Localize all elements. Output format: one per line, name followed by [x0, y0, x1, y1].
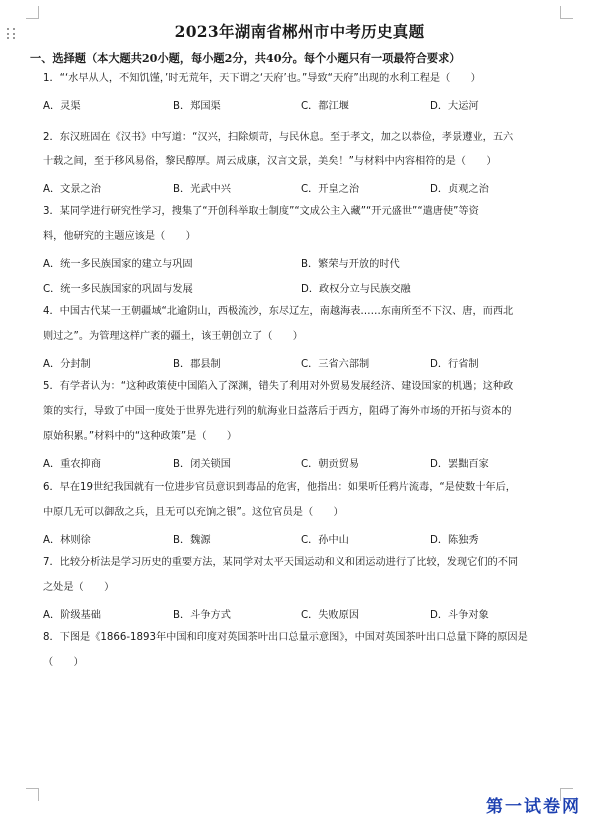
page-corner-mark-top-right	[560, 6, 573, 19]
question-2-option-c[interactable]: C．开皇之治	[301, 184, 360, 195]
question-6-line-2: 中原几无可以御敌之兵，且无可以充饷之银”。这位官员是（ ）	[43, 507, 344, 518]
question-8-line-1: 8．下图是《1866-1893年中国和印度对英国茶叶出口总量示意图》，中国对英国茶叶出口总量下降的原因是	[43, 632, 528, 643]
question-3-option-b[interactable]: B．繁荣与开放的时代	[301, 259, 400, 270]
question-2-option-a[interactable]: A．文景之治	[43, 184, 101, 195]
question-4-option-b[interactable]: B．郡县制	[173, 359, 221, 370]
question-3-options-row-1	[43, 255, 563, 269]
question-3-option-a[interactable]: A．统一多民族国家的建立与巩固	[43, 259, 193, 270]
question-1-option-c[interactable]: C．都江堰	[301, 101, 349, 112]
question-6-option-b[interactable]: B．魏源	[173, 535, 211, 546]
site-watermark: 第一试卷网	[486, 797, 581, 817]
question-3-option-c[interactable]: C．统一多民族国家的巩固与发展	[43, 284, 193, 295]
question-1-option-b[interactable]: B．郑国渠	[173, 101, 221, 112]
question-3-option-d[interactable]: D．政权分立与民族交融	[301, 284, 411, 295]
page-corner-mark-top-left	[26, 6, 39, 19]
question-4-options	[43, 355, 563, 369]
question-8-line-2: （ ）	[43, 657, 84, 668]
question-6-option-c[interactable]: C．孙中山	[301, 535, 349, 546]
question-7-option-a[interactable]: A．阶级基础	[43, 610, 101, 621]
question-3-options-row-2	[43, 280, 563, 294]
question-4-option-d[interactable]: D．行省制	[430, 359, 479, 370]
section-heading: 一、选择题（本大题共20小题，每小题2分，共40分。每个小题只有一项最符合要求）	[30, 51, 461, 65]
question-6-option-d[interactable]: D．陈独秀	[430, 535, 479, 546]
question-2-options	[43, 180, 563, 194]
question-1-option-d[interactable]: D．大运河	[430, 101, 479, 112]
question-5-line-3: 原始积累。”材料中的“这种政策”是（ ）	[43, 431, 238, 442]
question-5-option-c[interactable]: C．朝贡贸易	[301, 459, 360, 470]
question-6-line-1: 6．早在19世纪我国就有一位进步官员意识到毒品的危害，他指出：如果听任鸦片流毒，“是使数十年后，	[43, 482, 516, 493]
question-5-option-b[interactable]: B．闭关锁国	[173, 459, 231, 470]
question-7-line-1: 7．比较分析法是学习历史的重要方法，某同学对太平天国运动和义和团运动进行了比较，发现它们的不同	[43, 557, 519, 568]
question-2-line-2: 十载之间，至于移风易俗，黎民醇厚。周云成康，汉言文景，美矣！”与材料中内容相符的是（ ）	[43, 156, 497, 167]
question-6-options	[43, 531, 563, 545]
question-5-options	[43, 455, 563, 469]
question-3-line-1: 3．某同学进行研究性学习，搜集了“开创科举取士制度”“文成公主入藏”“开元盛世”“遣唐使”等资	[43, 206, 479, 217]
question-6-option-a[interactable]: A．林则徐	[43, 535, 91, 546]
question-5-line-2: 策的实行，导致了中国一度处于世界先进行列的航海业日益落后于西方，阻碍了海外市场的开拓与资本的	[43, 406, 512, 417]
question-7-line-2: 之处是（ ）	[43, 582, 115, 593]
question-4-line-1: 4．中国古代某一王朝疆域“北逾阴山，西极流沙，东尽辽左，南越海表……东南所至不下汉、唐，而西北	[43, 306, 514, 317]
question-5-option-a[interactable]: A．重农抑商	[43, 459, 101, 470]
question-5-option-d[interactable]: D．罢黜百家	[430, 459, 489, 470]
page-title: 2023年湖南省郴州市中考历史真题	[174, 22, 425, 41]
page-corner-mark-bottom-left	[26, 788, 39, 801]
question-2-option-d[interactable]: D．贞观之治	[430, 184, 489, 195]
question-2-line-1: 2．东汉班固在《汉书》中写道：“汉兴，扫除烦苛，与民休息。至于孝文，加之以恭俭，孝景遵业，五六	[43, 132, 514, 143]
question-2-option-b[interactable]: B．光武中兴	[173, 184, 231, 195]
question-7-option-c[interactable]: C．失败原因	[301, 610, 360, 621]
question-1-line-1: 1．“‘水早从人，不知饥馑，’时无荒年，天下谓之‘天府’也。”导致“天府”出现的水利工程是（ ）	[43, 73, 481, 84]
question-1-options	[43, 97, 563, 111]
question-7-option-b[interactable]: B．斗争方式	[173, 610, 231, 621]
question-1-option-a[interactable]: A．灵渠	[43, 101, 81, 112]
question-4-option-a[interactable]: A．分封制	[43, 359, 91, 370]
question-5-line-1: 5．有学者认为：“这种政策使中国陷入了深渊，错失了利用对外贸易发展经济、建设国家的机遇；这种政	[43, 381, 514, 392]
question-4-line-2: 则过之”。为管理这样广袤的疆土，该王朝创立了（ ）	[43, 331, 303, 342]
question-7-options	[43, 606, 563, 620]
question-3-line-2: 料，他研究的主题应该是（ ）	[43, 231, 196, 242]
question-4-option-c[interactable]: C．三省六部制	[301, 359, 370, 370]
question-7-option-d[interactable]: D．斗争对象	[430, 610, 489, 621]
